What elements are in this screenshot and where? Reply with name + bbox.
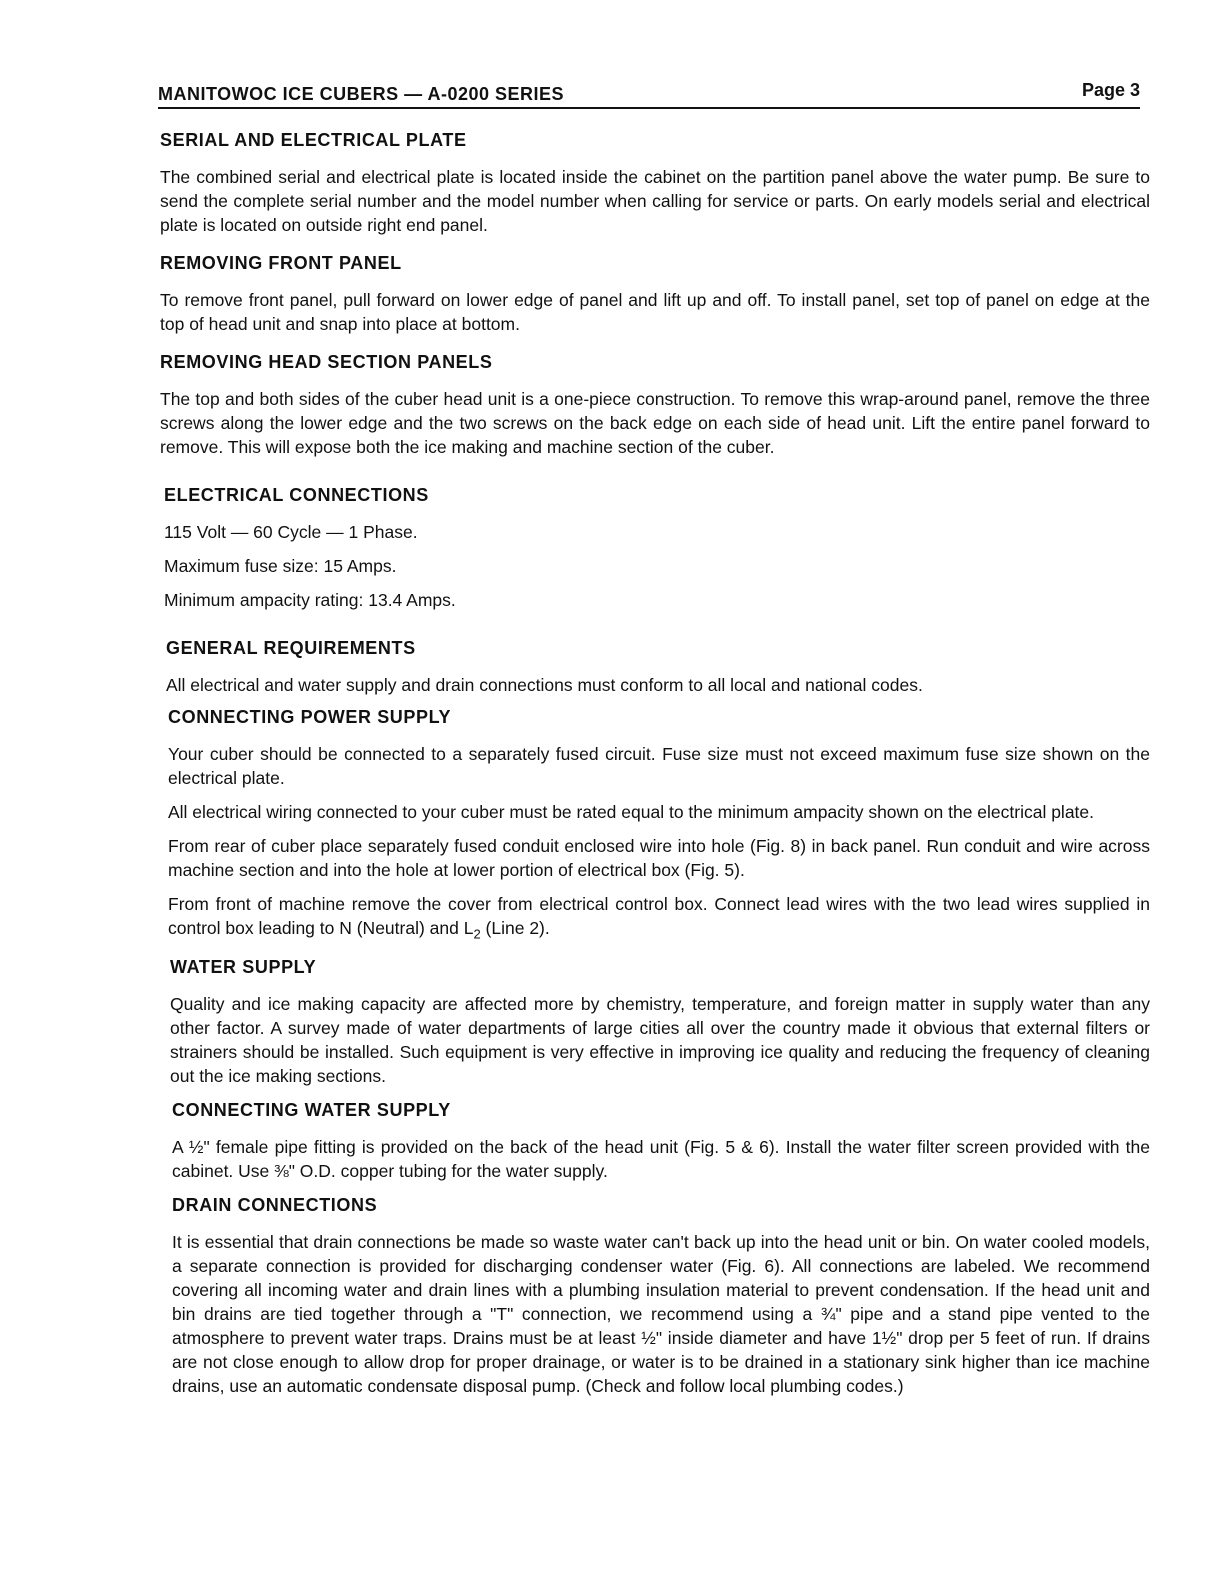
section-heading: WATER SUPPLY [170,956,317,977]
paragraph: Your cuber should be connected to a separately fused circuit. Fuse size must not exceed maximum fuse size shown on the electrical plate. [168,744,1150,788]
section-heading: DRAIN CONNECTIONS [172,1194,378,1215]
section-water-supply [170,957,1150,1088]
paragraph: All electrical wiring connected to your cuber must be rated equal to the minimum ampacity shown on the electrical plate. [168,802,1095,822]
section-electrical-connections [164,485,1150,612]
spec-line: 115 Volt — 60 Cycle — 1 Phase. [164,522,418,542]
paragraph: From rear of cuber place separately fused conduit enclosed wire into hole (Fig. 8) in back panel. Run conduit and wire across machine section and into the hole at lower portion of electrical box (Fig. 5). [168,836,1150,880]
paragraph: A ½" female pipe fitting is provided on the back of the head unit (Fig. 5 & 6). Install the water filter screen provided with the cabinet. Use ⅜" O.D. copper tubing for the water supply. [172,1136,1150,1181]
section-connecting-water [172,1100,1150,1183]
subscript: 2 [473,926,481,942]
section-heading: REMOVING HEAD SECTION PANELS [160,352,493,372]
paragraph: To remove front panel, pull forward on lower edge of panel and lift up and off. To install panel, set top of panel on edge at the top of head unit and snap into place at bottom. [160,290,1150,334]
paragraph-text: From front of machine remove the cover from electrical control box. Connect lead wires with the two lead wires supplied in control box leading to N (Neutral) and L [168,894,1150,938]
section-heading: ELECTRICAL CONNECTIONS [164,485,429,505]
page-number: Page 3 [1081,80,1140,100]
section-head-panels [160,352,1150,459]
section-heading: REMOVING FRONT PANEL [160,253,402,273]
page-content [160,130,1150,1408]
document-title: MANITOWOC ICE CUBERS — A-0200 SERIES [158,84,565,104]
page-header [158,80,1140,109]
section-serial-plate [160,130,1150,237]
section-front-panel [160,253,1150,336]
paragraph: Quality and ice making capacity are affected more by chemistry, temperature, and foreign matter in supply water than any other factor. A survey made of water departments of large cities all over the country made it obvious that external filters or strainers should be installed. Such equipment is very effective in improving ice quality and reducing the frequency of cleaning out the ice making sections. [170,993,1150,1086]
section-heading: SERIAL AND ELECTRICAL PLATE [160,130,467,150]
paragraph [168,892,1150,947]
spec-line: Minimum ampacity rating: 13.4 Amps. [164,590,456,610]
section-heading: CONNECTING WATER SUPPLY [172,1099,451,1120]
section-power-supply [168,707,1150,947]
section-heading: GENERAL REQUIREMENTS [166,638,416,658]
paragraph-text: (Line 2). [480,918,550,938]
section-drain-connections [172,1195,1150,1398]
paragraph: All electrical and water supply and drain connections must conform to all local and national codes. [166,675,923,695]
paragraph: The top and both sides of the cuber head unit is a one-piece construction. To remove this wrap-around panel, remove the three screws along the lower edge and the two screws on the back edge on each side of head unit. Lift the entire panel forward to remove. This will expose both the ice making and machine section of the cuber. [160,389,1150,457]
paragraph: It is essential that drain connections be made so waste water can't back up into the head unit or bin. On water cooled models, a separate connection is provided for discharging condenser water (Fig. 6). All connections are labeled. We recommend covering all incoming water and drain lines with a plumbing insulation material to prevent condensation. If the head unit and bin drains are tied together through a "T" connection, we recommend using a ¾" pipe and a stand pipe vented to the atmosphere to prevent water traps. Drains must be at least ½" inside diameter and have 1½" drop per 5 feet of run. If drains are not close enough to allow drop for proper drainage, or water is to be drained in a stationary sink higher than ice machine drains, use an automatic condensate disposal pump. (Check and follow local plumbing codes.) [172,1231,1150,1396]
paragraph: The combined serial and electrical plate is located inside the cabinet on the partition panel above the water pump. Be sure to send the complete serial number and the model number when calling for service or parts. On early models serial and electrical plate is located on outside right end panel. [160,167,1150,235]
spec-line: Maximum fuse size: 15 Amps. [164,556,397,576]
section-general-requirements [166,638,1150,697]
section-heading: CONNECTING POWER SUPPLY [168,707,452,727]
